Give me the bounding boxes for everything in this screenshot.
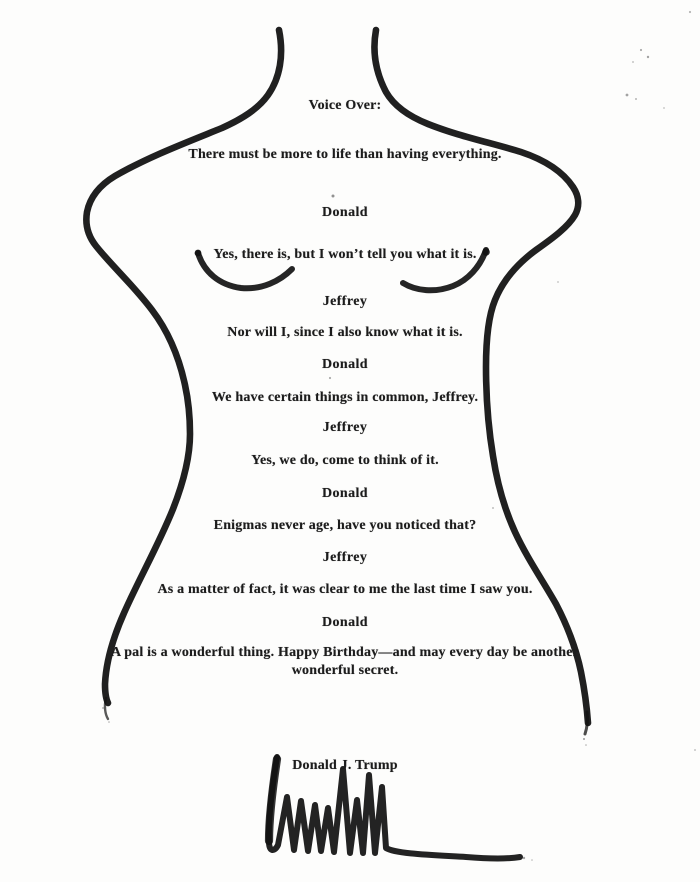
voice-over-heading: Voice Over: — [308, 98, 382, 113]
dialogue-line: A pal is a wonderful thing. Happy Birthday—and may every day be another — [110, 645, 580, 660]
dialogue-line: Nor will I, since I also know what it is. — [227, 325, 463, 340]
dialogue-line: Yes, we do, come to think of it. — [251, 453, 439, 468]
dialogue-line: As a matter of fact, it was clear to me the last time I saw you. — [157, 582, 533, 597]
dialogue-line: wonderful secret. — [291, 663, 399, 678]
speaker-name-donald: Donald — [322, 205, 368, 220]
speaker-name-jeffrey: Jeffrey — [322, 420, 368, 435]
dialogue-line: We have certain things in common, Jeffrey. — [211, 390, 479, 405]
dialogue-line: Enigmas never age, have you noticed that? — [213, 518, 477, 533]
speaker-name-jeffrey: Jeffrey — [322, 294, 368, 309]
dialogue-line: There must be more to life than having everything. — [188, 147, 502, 162]
speaker-name-donald: Donald — [322, 357, 368, 372]
speaker-name-donald: Donald — [322, 486, 368, 501]
typed-signature-name: Donald J. Trump — [292, 758, 398, 773]
dialogue-line: Yes, there is, but I won’t tell you what it is. — [213, 247, 477, 262]
speaker-name-donald: Donald — [322, 615, 368, 630]
speaker-name-jeffrey: Jeffrey — [322, 550, 368, 565]
